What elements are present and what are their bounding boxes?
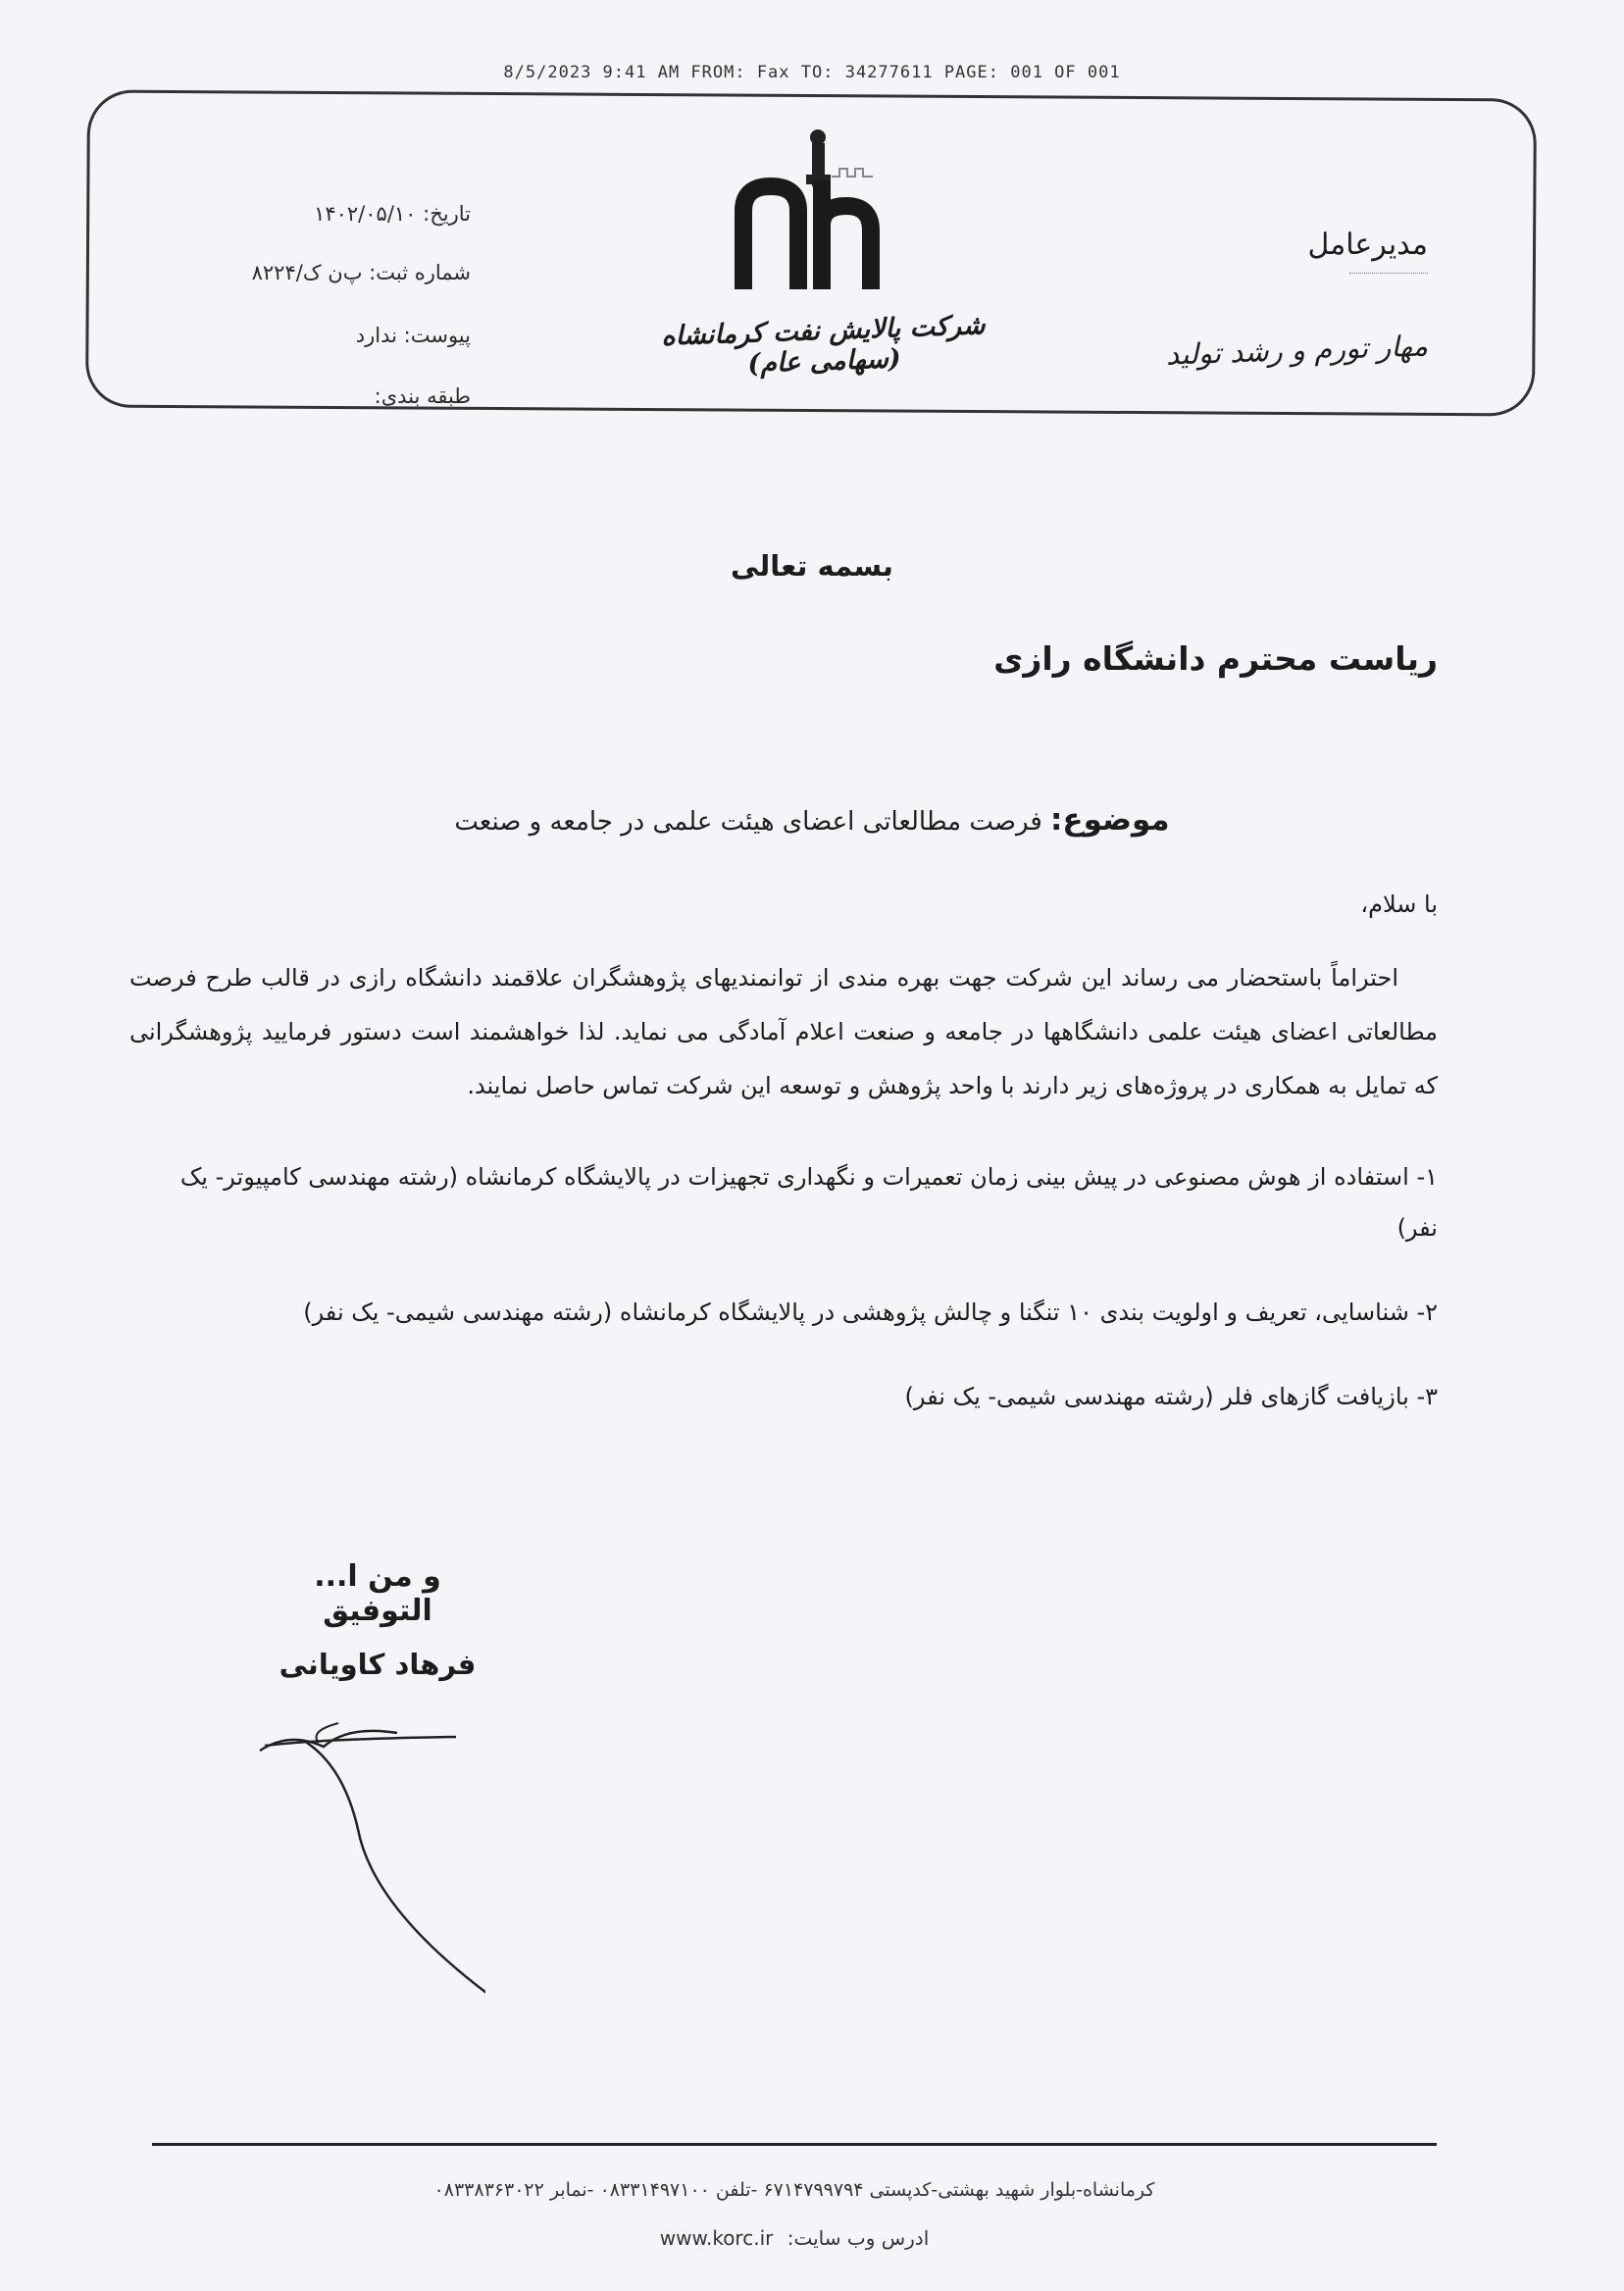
project-item-1: ۱- استفاده از هوش مصنوعی در پیش بینی زمان تعمیرات و نگهداری تجهیزات در پالایشگاه کرمانشاه (رشته مهندسی کامپیوتر- یک نفر)	[179, 1163, 1438, 1242]
subject-text: فرصت مطالعاتی اعضای هیئت علمی در جامعه و صنعت	[454, 807, 1042, 837]
project-item-3: ۳- بازیافت گازهای فلر (رشته مهندسی شیمی- یک نفر)	[904, 1383, 1438, 1410]
body-paragraph: احتراماً باستحضار می رساند این شرکت جهت بهره مندی از توانمندیهای پژوهشگران علاقمند دانشگاه رازی در قالب طرح فرصت مطالعاتی اعضای هیئت علمی دانشگاهها در جامعه و صنعت اعلام آمادگی می نماید. لذا خواهشمند است دستور فرمایید پژوهشگرانی که تمایل به همکاری در پروژه‌های زیر دارند با واحد پژوهش و توسعه این شرکت تماس حاصل نمایند.	[129, 964, 1438, 1099]
letter-date: تاریخ: ۱۴۰۲/۰۵/۱۰	[314, 202, 471, 226]
department-title: مدیرعامل	[1307, 228, 1428, 262]
letter-registration-number: شماره ثبت: پ‌ن ک/۸۲۲۴	[251, 261, 471, 284]
footer-website-label: ادرس وب سایت:	[787, 2226, 930, 2250]
subject-line	[0, 802, 1624, 838]
annual-slogan: مهار تورم و رشد تولید	[1165, 329, 1429, 372]
letter-body	[129, 951, 1438, 1113]
footer-divider	[152, 2143, 1437, 2146]
signer-name: فرهاد کاویانی	[279, 1648, 477, 1681]
project-list	[157, 1151, 1438, 1422]
fax-transmission-header: 8/5/2023 9:41 AM FROM: Fax TO: 34277611 PAGE: 001 OF 001	[503, 63, 1121, 82]
footer-address: کرمانشاه-بلوار شهید بهشتی-کدپستی ۶۷۱۴۷۹۹۷۹۴ -تلفن ۰۸۳۳۱۴۹۷۱۰۰ -نمابر ۰۸۳۳۸۳۶۳۰۲۲	[433, 2179, 1155, 2201]
handwritten-signature	[250, 1711, 485, 2010]
company-name: شرکت پالایش نفت کرمانشاه (سهامی عام)	[660, 310, 987, 380]
footer-website	[152, 2226, 1437, 2250]
basmala: بسمه تعالی	[731, 549, 893, 583]
project-item-2: ۲- شناسایی، تعریف و اولویت بندی ۱۰ تنگنا و چالش پژوهشی در پالایشگاه کرمانشاه (رشته مهندسی شیمی- یک نفر)	[303, 1298, 1438, 1326]
department-underline	[1349, 273, 1428, 274]
refinery-nh-logo-icon	[724, 118, 900, 294]
greeting: با سلام،	[1360, 891, 1438, 918]
footer-website-url[interactable]: www.korc.ir	[659, 2226, 774, 2250]
recipient: ریاست محترم دانشگاه رازی	[993, 639, 1438, 678]
letter-classification: طبقه بندی:	[374, 384, 471, 408]
closing-phrase: و من ا... التوفیق	[314, 1559, 441, 1628]
letter-attachment: پیوست: ندارد	[355, 324, 471, 347]
subject-label: موضوع:	[1050, 802, 1170, 838]
